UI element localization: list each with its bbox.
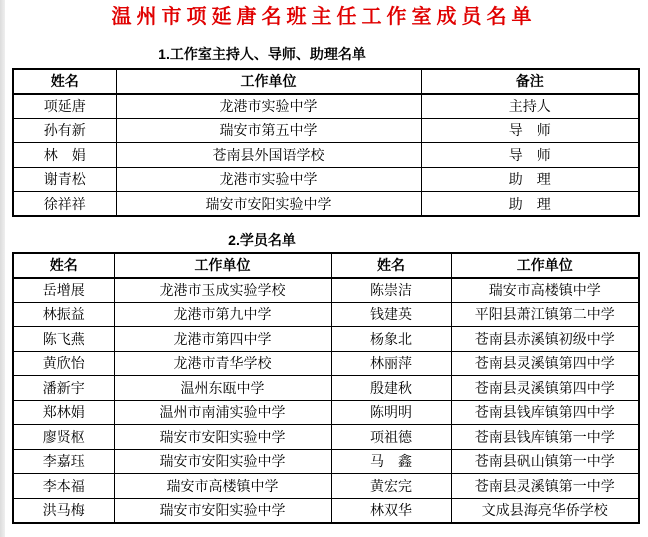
table-cell: 孙有新 — [13, 118, 116, 143]
table-cell: 钱建英 — [331, 302, 451, 327]
table-cell: 导 师 — [421, 143, 639, 168]
section2-heading: 2.学员名单 — [228, 232, 296, 248]
table-cell: 苍南县灵溪镇第一中学 — [451, 474, 639, 499]
table-cell: 瑞安市高楼镇中学 — [114, 474, 331, 499]
table-cell: 岳增展 — [13, 278, 114, 303]
table-cell: 瑞安市安阳实验中学 — [114, 425, 331, 450]
table-cell: 廖贤枢 — [13, 425, 114, 450]
table-cell: 瑞安市高楼镇中学 — [451, 278, 639, 303]
table-cell: 苍南县赤溪镇初级中学 — [451, 327, 639, 352]
table-cell: 助 理 — [421, 167, 639, 192]
table-cell: 瑞安市第五中学 — [116, 118, 421, 143]
staff-header-remark: 备注 — [421, 69, 639, 94]
table-row — [13, 143, 639, 168]
table-cell: 林双华 — [331, 498, 451, 523]
table-cell: 潘新宇 — [13, 376, 114, 401]
table-row — [13, 474, 639, 499]
table-cell: 文成县海亮华侨学校 — [451, 498, 639, 523]
students-table — [12, 252, 640, 524]
table-cell: 主持人 — [421, 94, 639, 119]
table-cell: 林丽萍 — [331, 351, 451, 376]
students-table-header-row — [13, 253, 639, 278]
table-row — [13, 302, 639, 327]
table-cell: 陈飞燕 — [13, 327, 114, 352]
table-cell: 龙港市实验中学 — [116, 94, 421, 119]
table-cell: 龙港市玉成实验学校 — [114, 278, 331, 303]
table-cell: 林 娟 — [13, 143, 116, 168]
staff-table-head — [13, 69, 639, 94]
table-row — [13, 400, 639, 425]
table-cell: 苍南县外国语学校 — [116, 143, 421, 168]
students-table-body — [13, 278, 639, 523]
table-cell: 瑞安市安阳实验中学 — [114, 449, 331, 474]
staff-table-header-row — [13, 69, 639, 94]
students-header-name-right: 姓名 — [331, 253, 451, 278]
table-row — [13, 351, 639, 376]
table-row — [13, 498, 639, 523]
table-cell: 龙港市青华学校 — [114, 351, 331, 376]
staff-header-name: 姓名 — [13, 69, 116, 94]
students-table-head — [13, 253, 639, 278]
page-edge-strip — [0, 0, 5, 537]
table-cell: 洪马梅 — [13, 498, 114, 523]
table-row — [13, 278, 639, 303]
table-cell: 平阳县萧江镇第二中学 — [451, 302, 639, 327]
table-cell: 瑞安市安阳实验中学 — [114, 498, 331, 523]
table-cell: 温州东瓯中学 — [114, 376, 331, 401]
staff-table-body — [13, 94, 639, 217]
table-cell: 龙港市实验中学 — [116, 167, 421, 192]
table-cell: 苍南县灵溪镇第四中学 — [451, 376, 639, 401]
table-row — [13, 376, 639, 401]
table-cell: 李本福 — [13, 474, 114, 499]
table-cell: 项祖德 — [331, 425, 451, 450]
table-cell: 苍南县钱库镇第一中学 — [451, 425, 639, 450]
table-cell: 谢青松 — [13, 167, 116, 192]
table-cell: 项延唐 — [13, 94, 116, 119]
table-row — [13, 449, 639, 474]
table-cell: 龙港市第九中学 — [114, 302, 331, 327]
table-cell: 陈崇洁 — [331, 278, 451, 303]
students-header-name-left: 姓名 — [13, 253, 114, 278]
table-cell: 陈明明 — [331, 400, 451, 425]
table-row — [13, 118, 639, 143]
table-cell: 苍南县钱库镇第四中学 — [451, 400, 639, 425]
table-cell: 温州市南浦实验中学 — [114, 400, 331, 425]
table-row — [13, 94, 639, 119]
table-row — [13, 192, 639, 217]
students-header-workunit-left: 工作单位 — [114, 253, 331, 278]
table-cell: 林振益 — [13, 302, 114, 327]
table-row — [13, 327, 639, 352]
table-cell: 苍南县矾山镇第一中学 — [451, 449, 639, 474]
table-cell: 郑林娟 — [13, 400, 114, 425]
section1-heading: 1.工作室主持人、导师、助理名单 — [158, 46, 366, 62]
table-cell: 瑞安市安阳实验中学 — [116, 192, 421, 217]
students-header-workunit-right: 工作单位 — [451, 253, 639, 278]
table-cell: 杨象北 — [331, 327, 451, 352]
table-row — [13, 167, 639, 192]
table-cell: 黄宏完 — [331, 474, 451, 499]
table-cell: 李嘉珏 — [13, 449, 114, 474]
table-cell: 徐祥祥 — [13, 192, 116, 217]
staff-table — [12, 68, 640, 217]
table-cell: 龙港市第四中学 — [114, 327, 331, 352]
staff-header-workunit: 工作单位 — [116, 69, 421, 94]
table-cell: 殷建秋 — [331, 376, 451, 401]
table-row — [13, 425, 639, 450]
table-cell: 导 师 — [421, 118, 639, 143]
table-cell: 苍南县灵溪镇第四中学 — [451, 351, 639, 376]
table-cell: 助 理 — [421, 192, 639, 217]
table-cell: 黄欣怡 — [13, 351, 114, 376]
page-title: 温州市项延唐名班主任工作室成员名单 — [111, 6, 537, 28]
table-cell: 马 鑫 — [331, 449, 451, 474]
